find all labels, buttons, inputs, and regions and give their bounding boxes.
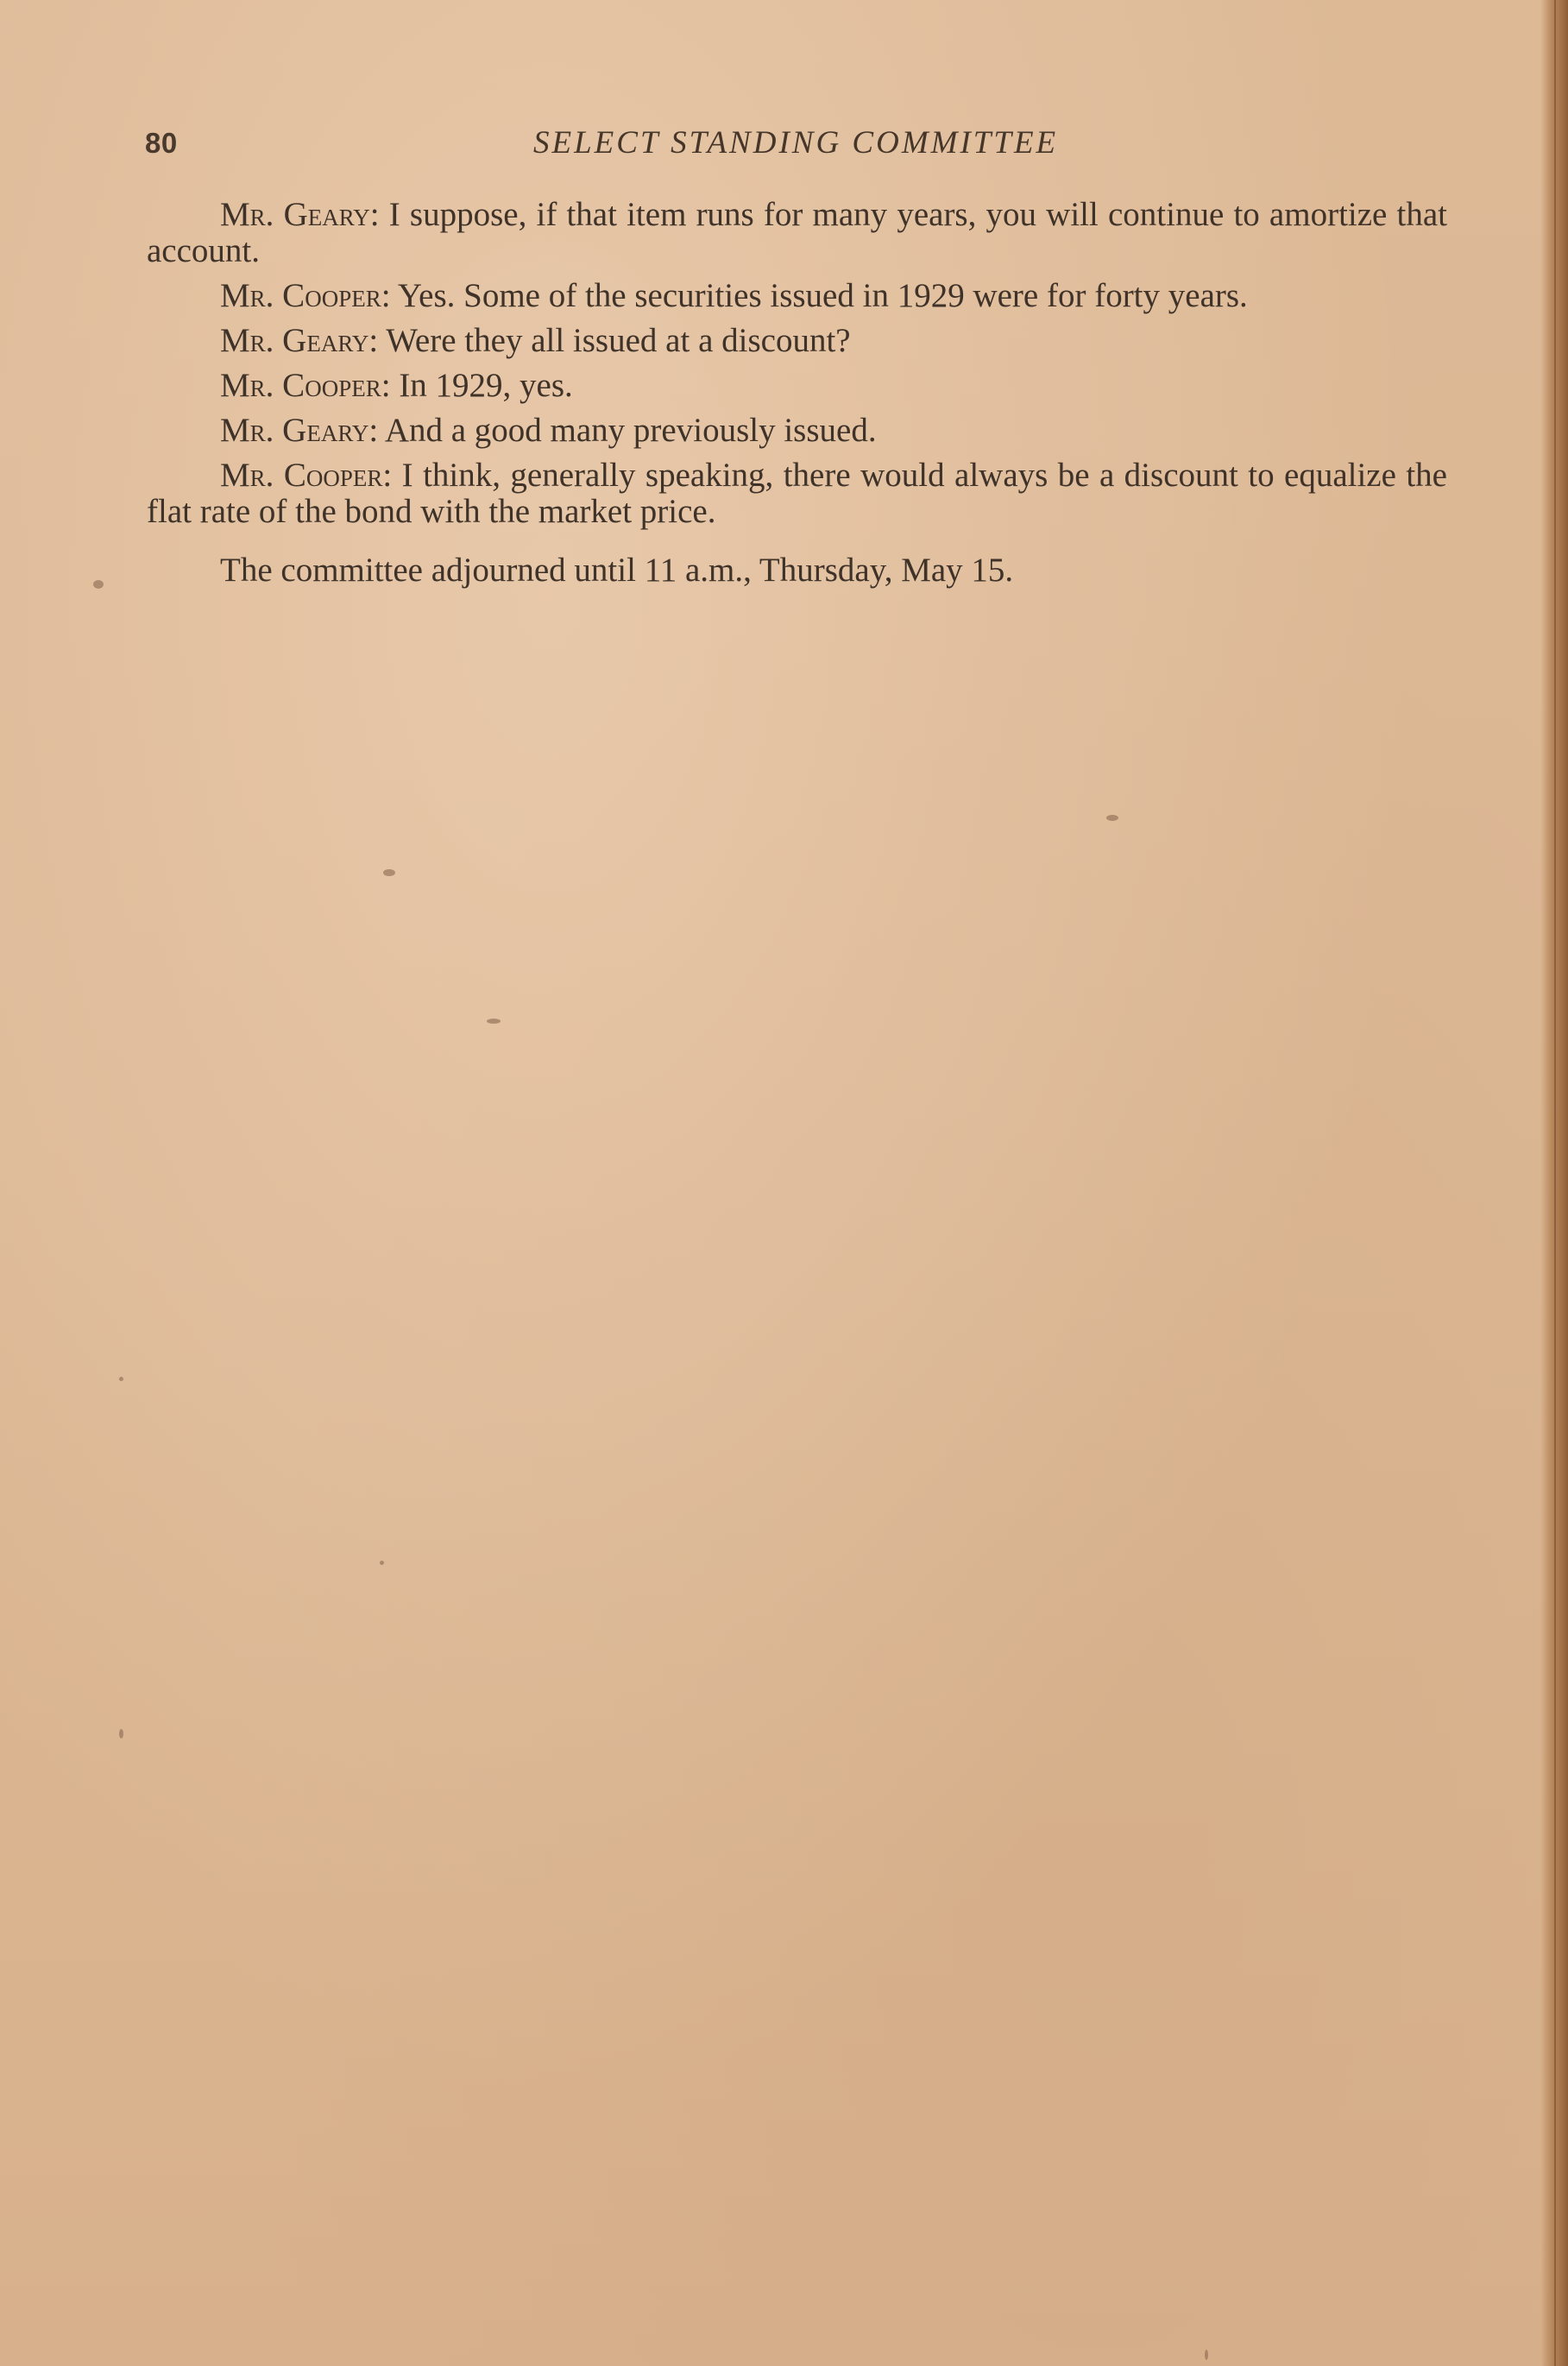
dialogue-paragraph (147, 413, 1447, 449)
speaker-name: Mr. Cooper: (220, 277, 391, 314)
dialogue-paragraph (147, 457, 1447, 530)
dialogue-text: Yes. Some of the securities issued in 1929 were for forty years. (397, 277, 1248, 314)
running-head: SELECT STANDING COMMITTEE (533, 125, 1059, 161)
paper-speck (487, 1019, 501, 1024)
adjournment-note: The committee adjourned until 11 a.m., Thursday, May 15. (220, 552, 1014, 589)
dialogue-paragraph (147, 197, 1447, 269)
transcript-body (147, 197, 1447, 597)
speaker-name: Mr. Cooper: (220, 367, 391, 404)
paper-speck (93, 580, 104, 589)
speaker-name: Mr. Geary: (220, 412, 379, 449)
dialogue-text: And a good many previously issued. (384, 412, 877, 449)
page-number: 80 (145, 127, 178, 159)
dialogue-text: Were they all issued at a discount? (386, 322, 851, 359)
paper-speck (119, 1377, 123, 1381)
paper-speck (1106, 815, 1118, 821)
page-edge-line (1554, 0, 1556, 2366)
dialogue-paragraph (147, 368, 1447, 404)
speaker-name: Mr. Geary: (220, 196, 380, 233)
dialogue-paragraph (147, 278, 1447, 314)
dialogue-text: In 1929, yes. (399, 367, 573, 404)
dialogue-text: I think, generally speaking, there would always be a discount to equalize the flat rate of the bond with the market price. (147, 457, 1447, 530)
paper-speck (383, 869, 395, 876)
dialogue-paragraph (147, 323, 1447, 359)
dialogue-text: I suppose, if that item runs for many years, you will continue to amortize that account. (147, 196, 1447, 269)
paper-speck (1205, 2350, 1208, 2360)
paper-speck (380, 1561, 384, 1565)
paper-speck (119, 1729, 123, 1738)
speaker-name: Mr. Geary: (220, 322, 379, 359)
speaker-name: Mr. Cooper: (220, 457, 393, 494)
